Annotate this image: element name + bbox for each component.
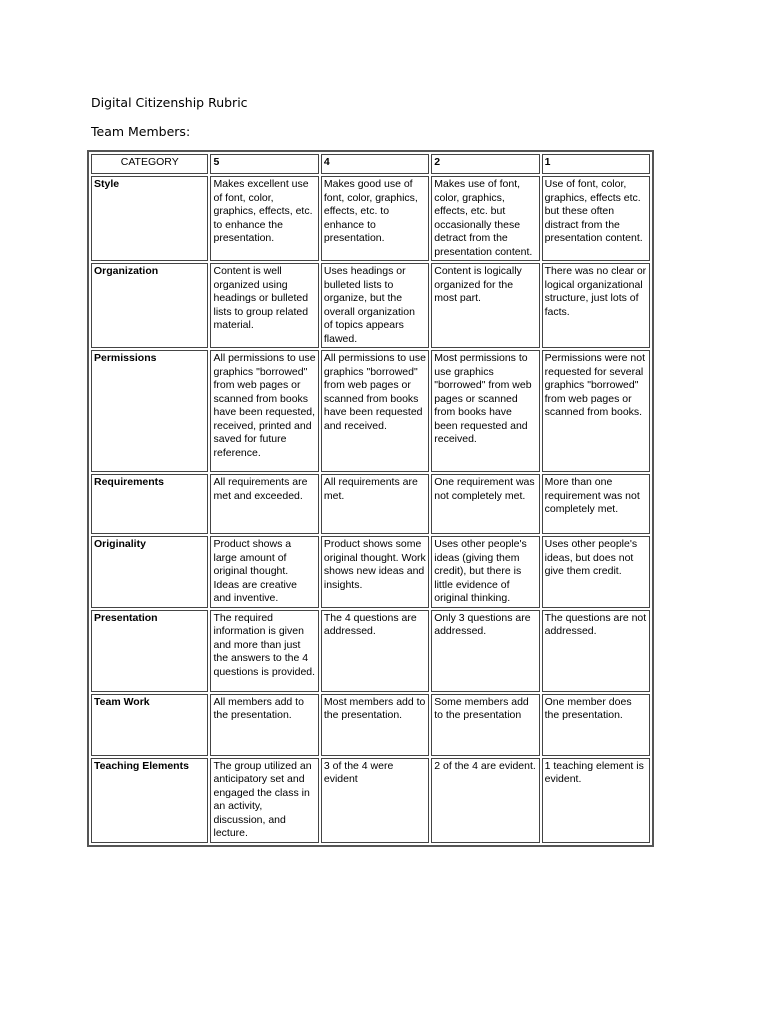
criteria-cell: Makes use of font, color, graphics, effects, etc. but occasionally these detract from the presentation content. [431,176,539,261]
criteria-cell: Content is well organized using headings or bulleted lists to group related material. [210,263,318,348]
criteria-cell: Makes excellent use of font, color, graphics, effects, etc. to enhance the presentation. [210,176,318,261]
criteria-cell: All requirements are met. [321,474,429,534]
document-title: Digital Citizenship Rubric [91,95,248,110]
table-row [91,176,650,261]
criteria-cell: 2 of the 4 are evident. [431,758,539,843]
criteria-cell: 1 teaching element is evident. [542,758,650,843]
criteria-cell: More than one requirement was not completely met. [542,474,650,534]
criteria-cell: All requirements are met and exceeded. [210,474,318,534]
criteria-cell: Product shows some original thought. Work shows new ideas and insights. [321,536,429,608]
criteria-cell: Makes good use of font, color, graphics, effects, etc. to enhance to presentation. [321,176,429,261]
criteria-cell: The questions are not addressed. [542,610,650,692]
header-score-2: 2 [431,154,539,174]
rubric-table [87,150,654,847]
table-row [91,474,650,534]
table-row [91,610,650,692]
criteria-cell: Uses other people's ideas, but does not give them credit. [542,536,650,608]
table-row [91,263,650,348]
table-row [91,536,650,608]
table-row [91,694,650,756]
category-cell: Team Work [91,694,208,756]
criteria-cell: Use of font, color, graphics, effects etc. but these often distract from the presentation content. [542,176,650,261]
criteria-cell: Permissions were not requested for several graphics "borrowed" from web pages or scanned from books. [542,350,650,472]
criteria-cell: Most members add to the presentation. [321,694,429,756]
criteria-cell: 3 of the 4 were evident [321,758,429,843]
header-score-5: 5 [210,154,318,174]
criteria-cell: There was no clear or logical organizational structure, just lots of facts. [542,263,650,348]
criteria-cell: Product shows a large amount of original thought. Ideas are creative and inventive. [210,536,318,608]
category-cell: Permissions [91,350,208,472]
category-cell: Requirements [91,474,208,534]
criteria-cell: The group utilized an anticipatory set and engaged the class in an activity, discussion, and lecture. [210,758,318,843]
criteria-cell: The required information is given and more than just the answers to the 4 questions is provided. [210,610,318,692]
criteria-cell: Most permissions to use graphics "borrowed" from web pages or scanned from books have been requested and received. [431,350,539,472]
header-category: CATEGORY [91,154,208,174]
criteria-cell: All permissions to use graphics "borrowed" from web pages or scanned from books have been requested and received. [321,350,429,472]
header-score-1: 1 [542,154,650,174]
criteria-cell: Only 3 questions are addressed. [431,610,539,692]
header-score-4: 4 [321,154,429,174]
criteria-cell: All permissions to use graphics "borrowed" from web pages or scanned from books have been requested, received, printed and saved for future reference. [210,350,318,472]
team-members-label: Team Members: [91,124,191,139]
table-row [91,350,650,472]
criteria-cell: The 4 questions are addressed. [321,610,429,692]
table-row [91,758,650,843]
criteria-cell: Uses headings or bulleted lists to organize, but the overall organization of topics appears flawed. [321,263,429,348]
category-cell: Style [91,176,208,261]
category-cell: Presentation [91,610,208,692]
criteria-cell: One requirement was not completely met. [431,474,539,534]
criteria-cell: Content is logically organized for the most part. [431,263,539,348]
category-cell: Teaching Elements [91,758,208,843]
criteria-cell: Some members add to the presentation [431,694,539,756]
criteria-cell: All members add to the presentation. [210,694,318,756]
category-cell: Organization [91,263,208,348]
category-cell: Originality [91,536,208,608]
header-row [91,154,650,174]
criteria-cell: One member does the presentation. [542,694,650,756]
criteria-cell: Uses other people's ideas (giving them credit), but there is little evidence of original thinking. [431,536,539,608]
